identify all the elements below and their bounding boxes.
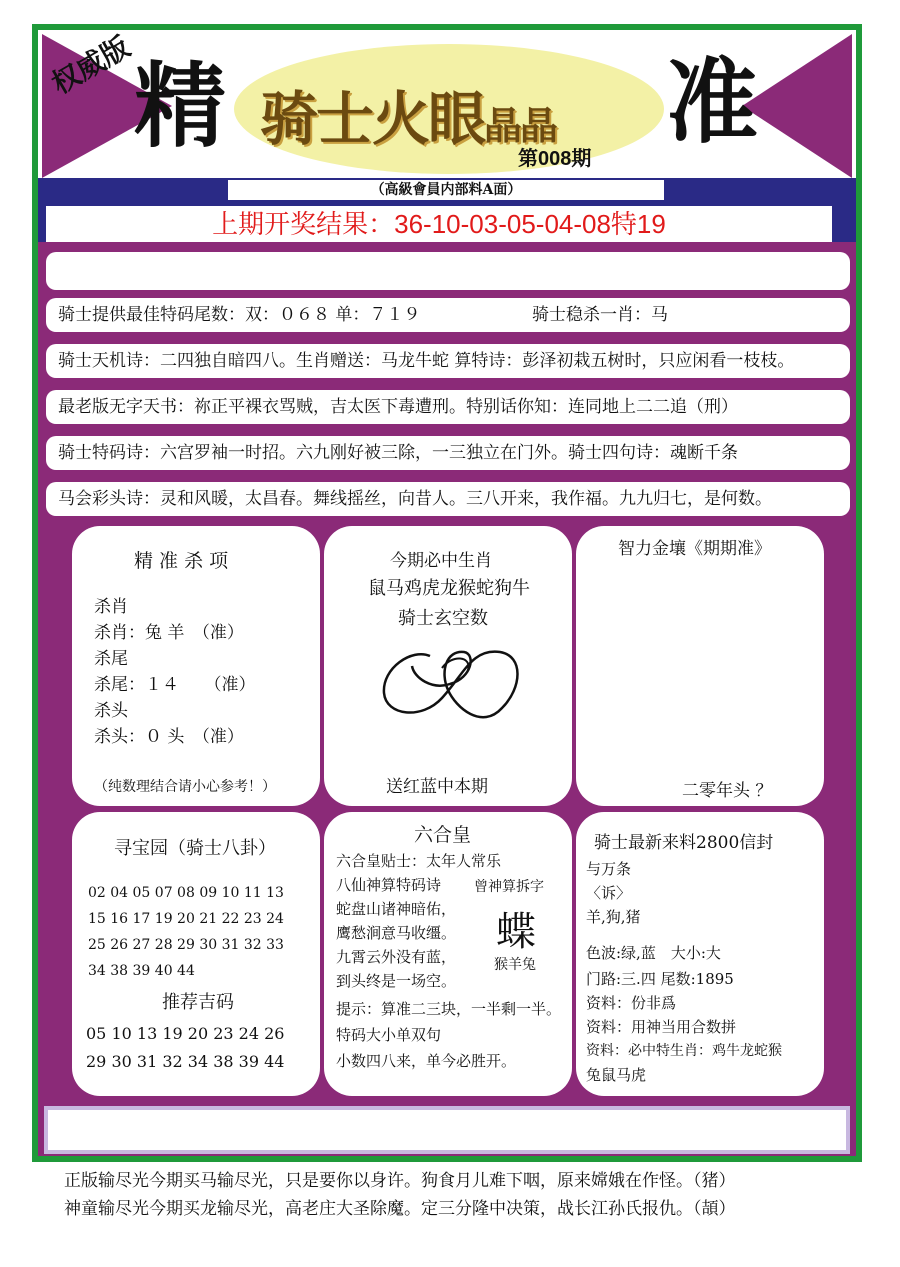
row-text: 马会彩头诗：灵和风暖，太昌春。舞线摇丝，向昔人。三八开来，我作福。九九归七，是何数。 xyxy=(58,489,772,509)
card-footer: 送红蓝中本期 xyxy=(386,777,488,797)
card-line: 鹰愁涧意马收缰。 xyxy=(336,924,457,942)
card-line: 九霄云外没有蓝， xyxy=(336,948,457,966)
card-title: 寻宝园（骑士八卦） xyxy=(114,838,276,859)
card-title: 骑士最新来料2800信封 xyxy=(594,833,774,853)
number-row: 25 26 27 28 29 30 31 32 33 xyxy=(88,937,284,953)
card-line: 八仙神算特码诗 xyxy=(336,876,442,894)
left-big-char: 精 xyxy=(134,52,227,160)
title-small: 晶晶 xyxy=(484,103,557,148)
row-poem xyxy=(46,344,850,378)
signature-scribble xyxy=(372,638,532,738)
number-grid xyxy=(88,880,284,984)
card-treasure xyxy=(72,812,320,1096)
card-line: 与万条 xyxy=(586,860,632,878)
row-text: 骑士提供最佳特码尾数：双：０６８ 单：７１９ xyxy=(58,305,421,325)
card-line: 门路:三.四 尾数:1895 xyxy=(586,970,734,988)
number-row: 34 38 39 40 44 xyxy=(88,963,195,979)
zodiac-list: 鼠马鸡虎龙猴蛇狗牛 xyxy=(368,578,530,599)
number-row: 05 10 13 19 20 23 24 26 xyxy=(86,1024,285,1043)
card-wisdom xyxy=(576,526,824,806)
row-tail-numbers xyxy=(46,298,850,332)
number-row: 02 04 05 07 08 09 10 11 13 xyxy=(88,885,284,901)
card-subtitle: 骑士玄空数 xyxy=(398,608,488,629)
row-text: 骑士特码诗：六宫罗袖一时招。六九刚好被三除，一三独立在门外。骑士四句诗：魂断千条 xyxy=(58,443,738,463)
card-line: 到头终是一场空。 xyxy=(336,972,457,990)
row-book xyxy=(46,390,850,424)
card-note: （纯数理结合请小心参考！） xyxy=(94,779,276,795)
card-title: 智力金壤《期期准》 xyxy=(618,539,771,559)
card-title: 精 准 杀 项 xyxy=(134,550,229,572)
card-line: 色波:绿,蓝 大小:大 xyxy=(586,944,721,962)
recommend-grid xyxy=(86,1020,284,1076)
card-line: 特码大小单双句 xyxy=(336,1026,442,1044)
card-line: 资料：用神当用合数拼 xyxy=(586,1018,737,1036)
subtitle: （高級會員内部料A面） xyxy=(228,180,664,200)
page-frame xyxy=(32,24,862,1162)
card-footer: 二零年头 ？ xyxy=(682,781,773,801)
card-line: 提示：算准二三块，一半剩一半。 xyxy=(336,1000,562,1018)
card-line: 资料：必中特生肖：鸡牛龙蛇猴 xyxy=(586,1043,782,1059)
card-line: 小数四八来，单今必胜开。 xyxy=(336,1052,517,1070)
card-title: 今期必中生肖 xyxy=(390,551,492,571)
big-character: 蝶 xyxy=(496,909,536,955)
side-title: 曾神算拆字 xyxy=(474,879,544,895)
footer-bar xyxy=(44,1106,850,1154)
issue-number: 第008期 xyxy=(518,148,592,170)
card-line: 杀头：０ 头 （准） xyxy=(94,727,244,747)
row-text: 骑士天机诗：二四独自暗四八。生肖赠送：马龙牛蛇 算特诗：彭泽初栽五树时，只应闲看一枝枝。 xyxy=(58,351,795,371)
side-sub: 猴羊兔 xyxy=(494,957,536,973)
number-row: 29 30 31 32 34 38 39 44 xyxy=(86,1052,285,1071)
card-line: 杀尾 xyxy=(94,649,128,669)
header xyxy=(38,30,856,178)
card-line: 杀头 xyxy=(94,701,128,721)
card-must-zodiac xyxy=(324,526,572,806)
row-text: 最老版无字天书：祢正平裸衣骂贼，吉太医下毒遭刑。特别话你知：连同地上二二追（刑） xyxy=(58,397,738,417)
card-line: 蛇盘山诸神暗佑， xyxy=(336,900,457,918)
right-big-char: 准 xyxy=(666,48,759,156)
card-latest xyxy=(576,812,824,1096)
bottom-line-2: 神童输尽光今期买龙输尽光，高老庄大圣除魔。定三分隆中决策，战长江孙氏报仇。（頡） xyxy=(64,1199,736,1219)
card-line: 〈诉〉 xyxy=(586,884,632,902)
number-row: 15 16 17 19 20 21 22 23 24 xyxy=(88,911,284,927)
brand-label: 权威版 xyxy=(46,30,136,101)
card-title: 六合皇 xyxy=(414,824,472,846)
card-line: 杀肖：兔 羊 （准） xyxy=(94,623,244,643)
recommend-title: 推荐吉码 xyxy=(162,992,234,1013)
card-kill xyxy=(72,526,320,806)
last-result: 上期开奖结果：36-10-03-05-04-08特19 xyxy=(46,206,832,242)
right-triangle-decoration xyxy=(742,34,852,178)
title-main: 骑士火眼 xyxy=(260,85,485,153)
card-line: 杀肖 xyxy=(94,597,128,617)
row-horse-poem xyxy=(46,482,850,516)
card-line: 资料：份非爲 xyxy=(586,994,677,1012)
row-text-right: 骑士稳杀一肖：马 xyxy=(532,305,668,325)
blank-row xyxy=(46,252,850,290)
bottom-line-1: 正版输尽光今期买马输尽光，只是要你以身许。狗食月儿难下咽，原来嫦娥在作怪。（猪） xyxy=(64,1171,736,1191)
card-line: 六合皇贴士：太年人常乐 xyxy=(336,852,502,870)
card-line: 羊,狗,猪 xyxy=(586,908,641,926)
card-liuhe xyxy=(324,812,572,1096)
row-special-poem xyxy=(46,436,850,470)
card-line: 兔鼠马虎 xyxy=(586,1066,647,1084)
page-title xyxy=(260,72,556,156)
card-line: 杀尾：１４ （准） xyxy=(94,675,256,695)
